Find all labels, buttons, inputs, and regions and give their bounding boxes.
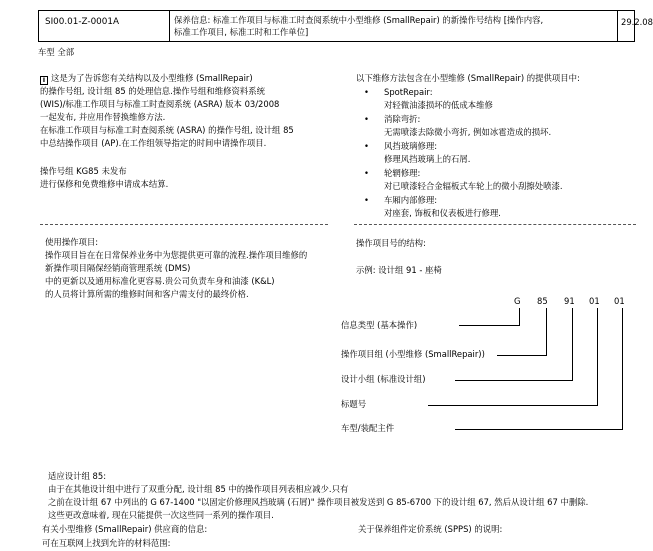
connector-line — [455, 380, 573, 381]
separator-right — [354, 224, 636, 225]
list-item: • 风挡玻璃修理: — [364, 141, 438, 151]
structure-heading: 操作项目号的结构: — [356, 238, 426, 248]
code-model: 01 — [614, 296, 625, 306]
usage-line-3: 中的更新以及通用标准化更容易.贵公司负责车身和油漆 (K&L) — [45, 276, 275, 286]
kg-line-1: 操作号组 KG85 未发布 — [40, 166, 127, 176]
intro-line-2: 的操作号组, 设计组 85 的处理信息.操作号组和维修资料系统 — [40, 86, 265, 96]
list-item-desc: 对已喷漆轻合金辐板式车轮上的微小刮擦处喷漆. — [384, 181, 563, 191]
label-title-no: 标题号 — [341, 399, 367, 409]
model-line: 车型 全部 — [38, 47, 75, 57]
supplier-line: 可在互联网上找到允许的材料范围: — [42, 538, 171, 548]
connector-line — [572, 308, 573, 380]
connector-line — [459, 325, 520, 326]
connector-line — [622, 308, 623, 429]
intro-line-4: 一起发布, 并应用作替换维修方法. — [40, 112, 166, 122]
connector-line — [597, 308, 598, 405]
list-item-desc: 修理风挡玻璃上的石屑. — [384, 154, 471, 164]
usage-line-1: 操作项目旨在在日常保养业务中为您提供更可靠的流程.操作项目维修的 — [45, 250, 308, 260]
list-item: • 轮辋修理: — [364, 168, 421, 178]
code-info-type: G — [514, 296, 521, 306]
header-table — [38, 10, 653, 42]
spps-heading: 关于保养组件定价系统 (SPPS) 的说明: — [358, 524, 503, 534]
supplier-heading: 有关小型维修 (SmallRepair) 供应商的信息: — [42, 524, 208, 534]
applies-line-2: 之前在设计组 67 中列出的 G 67-1400 "以固定价修理风挡玻璃 (石屑)" 操作项目被发送到 G 85-6700 下的设计组 67, 然后从设计组 67 中删除. — [48, 497, 589, 507]
list-item: • 消除弯折: — [364, 114, 421, 124]
label-design-group: 设计小组 (标准设计组) — [341, 374, 426, 384]
usage-block — [45, 236, 307, 301]
kg-line-2: 进行保修和免费维修申请成本结算. — [40, 179, 169, 189]
repair-methods-heading: 以下维修方法包含在小型维修 (SmallRepair) 的提供项目中: — [356, 73, 580, 83]
intro-line-6: 中总结操作项目 (AP).在工作组领导指定的时间申请操作项目. — [40, 138, 267, 148]
usage-line-2: 新操作项目隔保经销商管理系统 (DMS) — [45, 263, 191, 273]
repair-methods-list — [364, 86, 563, 220]
usage-heading: 使用操作项目: — [45, 237, 99, 247]
doc-id: SI00.01-Z-0001A — [39, 11, 170, 41]
separator-left — [40, 224, 328, 225]
list-item-desc: 无需喷漆去除微小弯折, 例如冰雹造成的损坏. — [384, 127, 552, 137]
intro-line-5: 在标准工作项目与标准工时查阅系统 (ASRA) 的操作号组, 设计组 85 — [40, 125, 294, 135]
label-op-group: 操作项目组 (小型维修 (SmallRepair)) — [341, 349, 485, 359]
left-intro — [40, 72, 294, 150]
connector-line — [546, 308, 547, 355]
list-item-desc: 对座套, 饰板和仪表板进行修理. — [384, 208, 501, 218]
code-title: 01 — [589, 296, 600, 306]
list-item-desc: 对轻微油漆损坏的低成本维修 — [384, 100, 493, 110]
doc-date: 29.2.08 — [621, 17, 653, 27]
connector-line — [497, 355, 547, 356]
intro-line-3: (WIS)/标准工作项目与标准工时查阅系统 (ASRA) 版本 03/2008 — [40, 99, 280, 109]
connector-line — [428, 405, 598, 406]
applies-line-1: 由于在其他设计组中进行了双重分配, 设计组 85 中的操作项目列表相应减少.只有 — [48, 484, 349, 494]
doc-title — [170, 11, 618, 41]
kg-note — [40, 165, 168, 191]
intro-line-1: i 这是为了告诉您有关结构以及小型维修 (SmallRepair) — [40, 72, 294, 85]
connector-line — [455, 429, 623, 430]
doc-title-line-1: 保养信息: 标准工作项目与标准工时查阅系统中小型维修 (SmallRepair) 的新操作号结构 [操作内容, — [174, 15, 544, 25]
connector-line — [519, 308, 520, 325]
code-group: 85 — [537, 296, 548, 306]
list-item: • SpotRepair: — [364, 87, 433, 97]
applies-heading: 适应设计组 85: — [48, 471, 107, 481]
applies-block — [48, 470, 588, 522]
doc-title-line-2: 标准工作项目, 标准工时和工作单位] — [174, 27, 309, 37]
list-item: • 车厢内部修理: — [364, 195, 438, 205]
info-icon: i — [40, 76, 48, 85]
label-info-type: 信息类型 (基本操作) — [341, 320, 418, 330]
code-design-group: 91 — [564, 296, 575, 306]
label-model: 车型/装配主件 — [341, 423, 395, 433]
applies-line-3: 这些更改意味着, 现在只能提供一次这些同一系列的操作项目. — [48, 510, 274, 520]
usage-line-4: 的人员将计算所需的维修时间和客户需支付的最终价格. — [45, 289, 249, 299]
structure-example: 示例: 设计组 91 - 座椅 — [356, 265, 442, 275]
